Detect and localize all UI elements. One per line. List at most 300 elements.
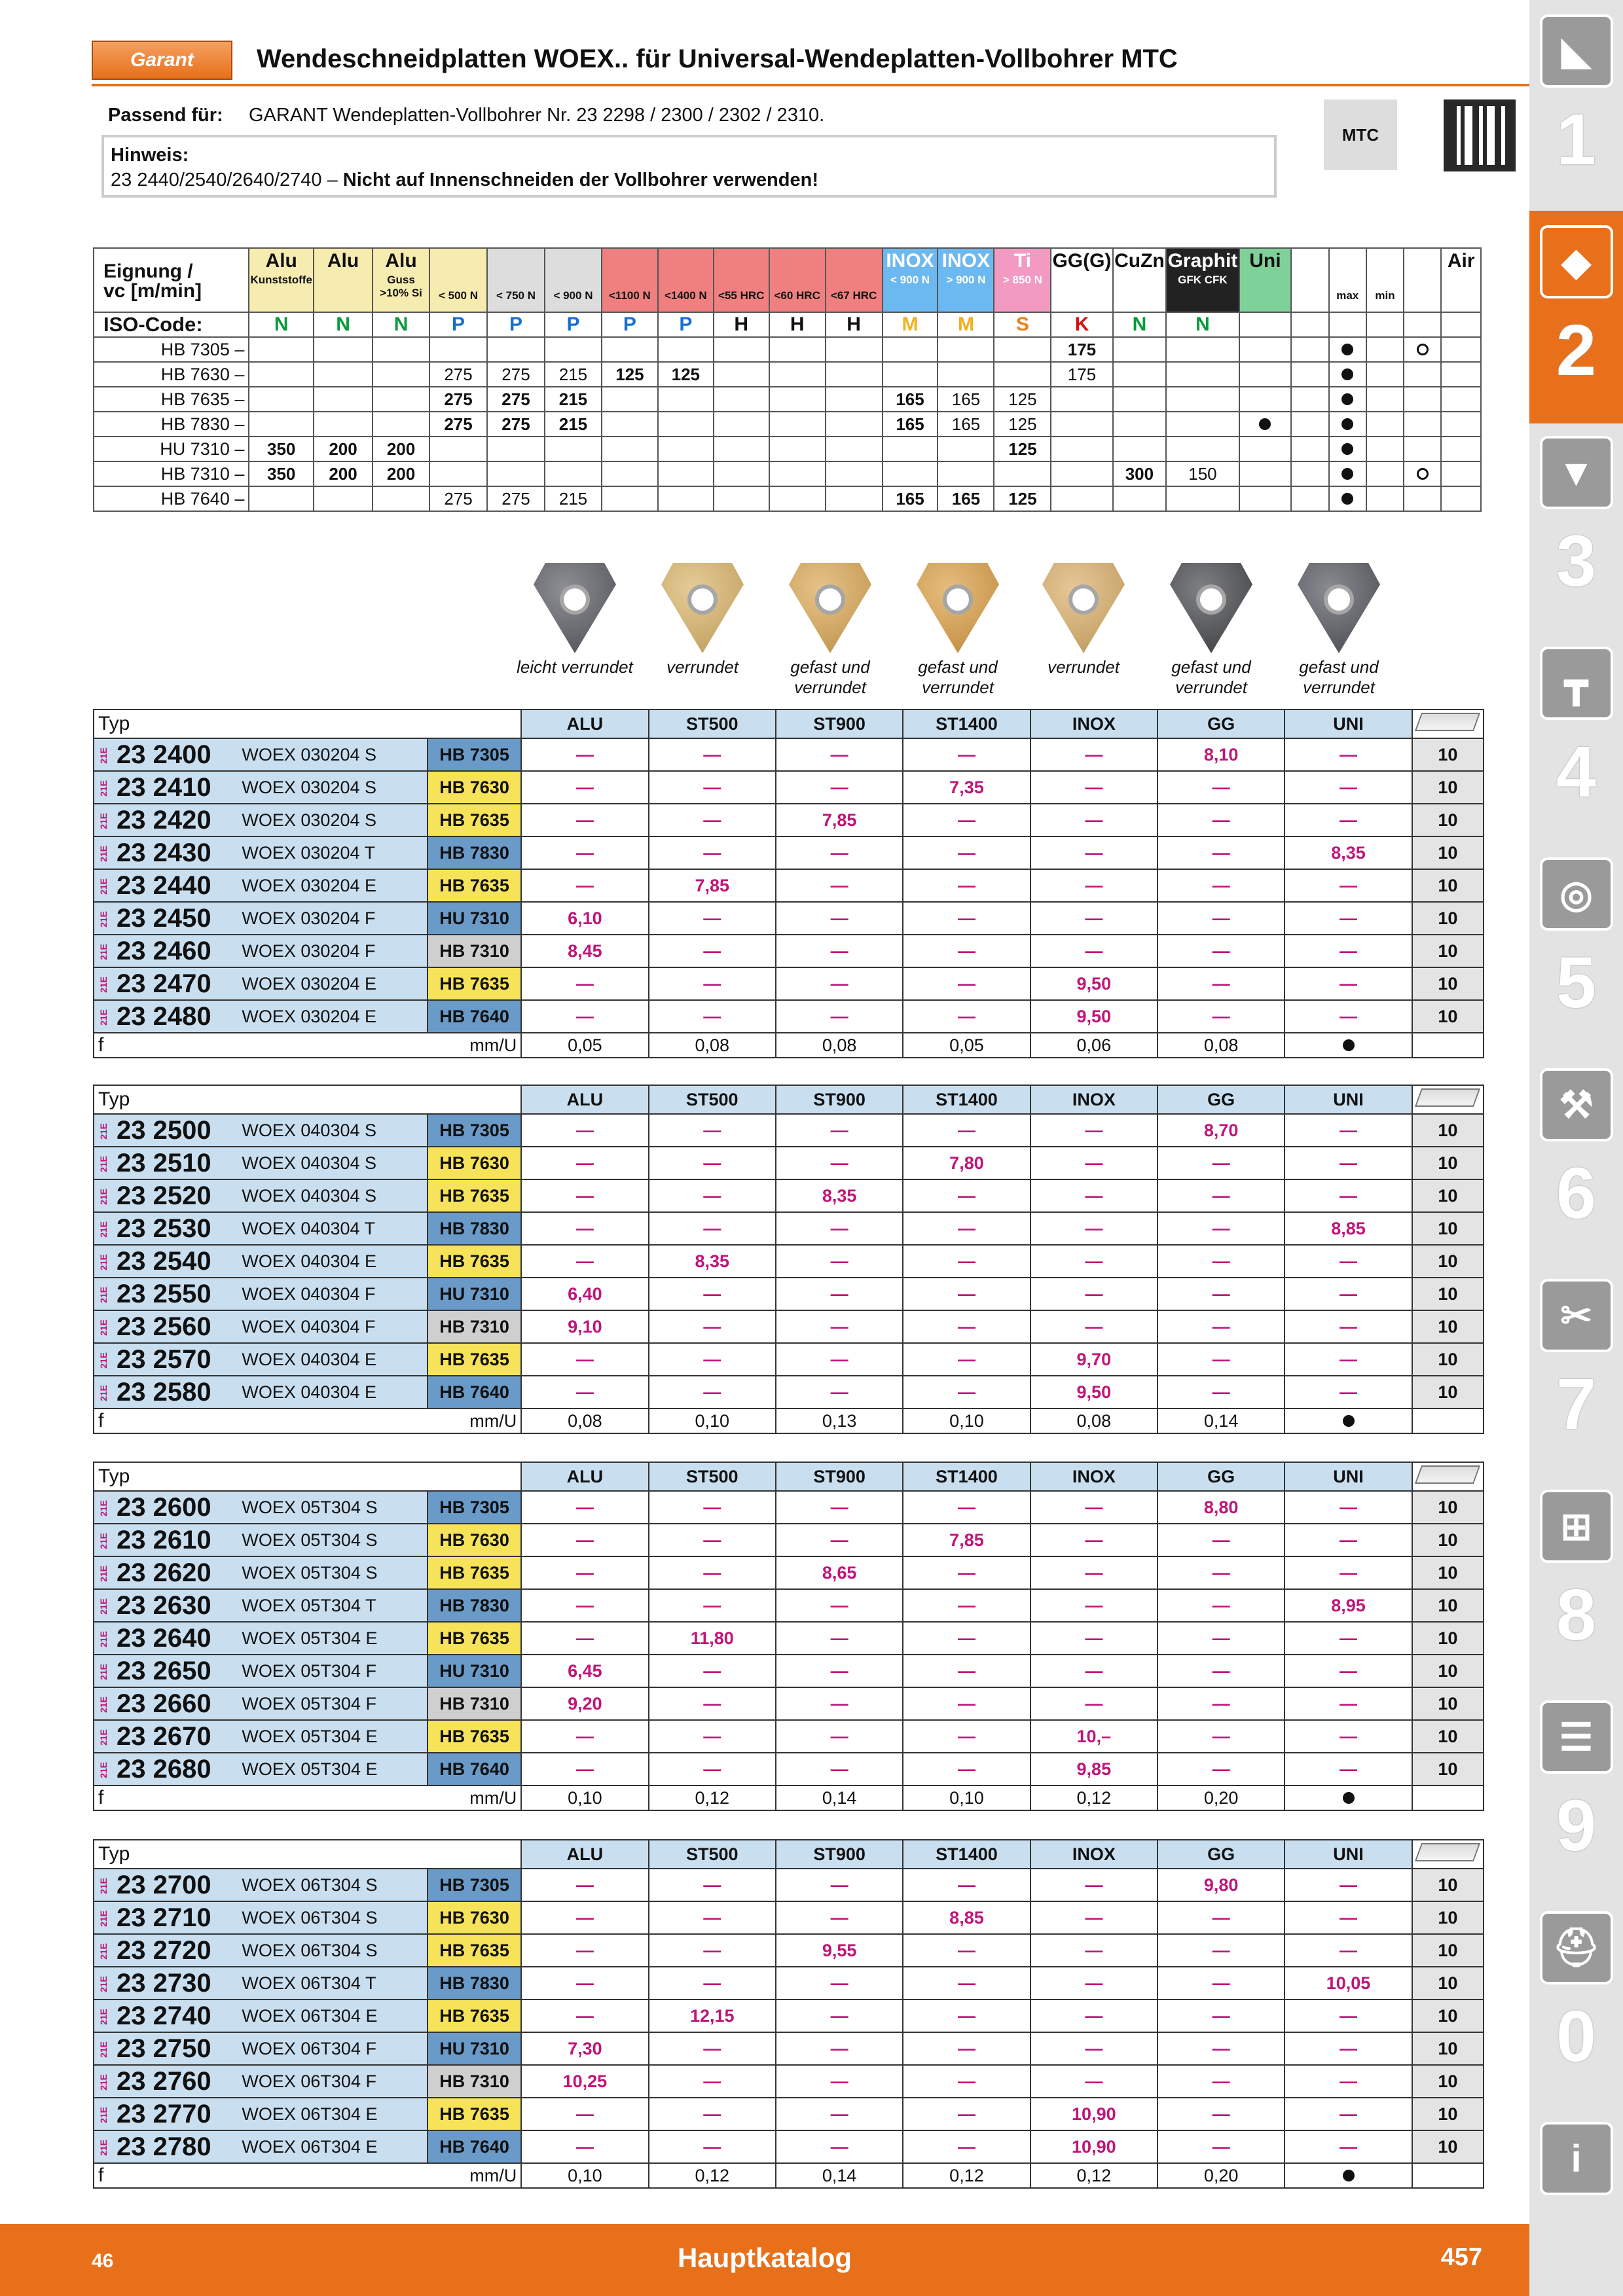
grade-badge: HB 7830 [428, 1212, 521, 1245]
cutting-speed-cell: 125 [994, 486, 1051, 511]
product-row[interactable] [94, 1114, 1484, 1147]
insert-designation: WOEX 05T304 F [232, 1687, 428, 1720]
cutting-speed-cell [883, 437, 938, 461]
article-number[interactable] [94, 1491, 232, 1524]
article-tag: 21E [98, 977, 109, 994]
material-spec: > 900 N [946, 274, 986, 286]
grade-badge: HB 7635 [428, 1622, 521, 1655]
price-cell: — [903, 2000, 1030, 2032]
product-row[interactable] [94, 1524, 1484, 1556]
price-cell: — [903, 1556, 1030, 1589]
price-cell: — [1030, 738, 1158, 771]
feed-value: 0,14 [776, 2163, 903, 2188]
insert-hole [815, 584, 845, 615]
grade-name: HU 7310 – [94, 437, 249, 461]
price-cell: — [903, 1687, 1030, 1720]
insert-shape-icon [1290, 555, 1388, 653]
package-quantity: 10 [1412, 2098, 1484, 2130]
cutting-speed-cell: 200 [314, 437, 373, 461]
price-cell: — [776, 1687, 903, 1720]
cutting-speed-cell: 125 [994, 412, 1051, 437]
price-cell: — [776, 1212, 903, 1245]
price-cell: — [521, 1589, 648, 1622]
cutting-speed-cell [938, 362, 994, 387]
application-column-header: UNI [1285, 1840, 1412, 1869]
insert-designation: WOEX 030204 S [232, 738, 428, 771]
article-number-text: 23 2750 [117, 2034, 211, 2063]
product-row[interactable] [94, 1000, 1484, 1033]
article-number[interactable] [94, 2065, 232, 2098]
price-cell: — [521, 1524, 648, 1556]
application-column-header: INOX [1030, 1462, 1158, 1491]
cutting-speed-cell [314, 387, 373, 412]
product-row[interactable] [94, 2065, 1484, 2098]
price-cell: — [903, 902, 1030, 935]
chapter-tab-9[interactable] [1529, 1686, 1623, 1899]
price-cell: — [649, 1278, 776, 1310]
insert-designation: WOEX 040304 F [232, 1278, 428, 1310]
article-number[interactable] [94, 1901, 232, 1934]
insert-shape-icon [1034, 555, 1133, 653]
application-column-header: GG [1158, 1462, 1285, 1491]
price-cell: — [776, 2032, 903, 2065]
price-cell: — [1030, 1622, 1158, 1655]
package-quantity: 10 [1412, 1376, 1484, 1408]
feed-unit: mm/U [428, 2163, 521, 2188]
chapter-tab-4[interactable] [1529, 632, 1623, 845]
feed-value: 0,10 [903, 1785, 1030, 1810]
price-cell: 9,50 [1030, 1376, 1158, 1408]
price-cell: — [1030, 1901, 1158, 1934]
price-cell: — [776, 1869, 903, 1901]
article-number[interactable] [94, 1622, 232, 1655]
feed-value: 0,10 [903, 1408, 1030, 1433]
insert-designation: WOEX 040304 T [232, 1212, 428, 1245]
article-number[interactable] [94, 1967, 232, 2000]
chapter-tab-1[interactable] [1529, 0, 1623, 213]
cutting-speed-cell: 300 [1113, 461, 1167, 486]
cutting-speed-cell: 275 [429, 362, 487, 387]
article-number[interactable] [94, 1114, 232, 1147]
cutting-speed-cell [602, 412, 658, 437]
article-number[interactable] [94, 2098, 232, 2130]
price-cell: 6,40 [521, 1278, 648, 1310]
feed-value: 0,12 [649, 1785, 776, 1810]
application-column-header: INOX [1030, 1840, 1158, 1869]
package-quantity: 10 [1412, 1901, 1484, 1934]
chapter-tab-7[interactable] [1529, 1265, 1623, 1477]
cutting-speed-cell [373, 412, 429, 437]
chapter-tab-6[interactable] [1529, 1054, 1623, 1266]
application-column-header: ST900 [776, 709, 903, 738]
price-cell: — [776, 1655, 903, 1687]
article-number[interactable] [94, 869, 232, 902]
article-number[interactable] [94, 2032, 232, 2065]
material-spec: min [1375, 289, 1395, 302]
chapter-tab-5[interactable] [1529, 843, 1623, 1056]
price-cell: — [1285, 2000, 1412, 2032]
price-cell: — [649, 1901, 776, 1934]
price-cell: — [1285, 1901, 1412, 1934]
article-number[interactable] [94, 2000, 232, 2032]
chuck-icon: ▼ [1540, 436, 1613, 509]
price-cell: — [1285, 2065, 1412, 2098]
cutting-speed-cell [429, 337, 487, 362]
price-cell: — [1030, 2000, 1158, 2032]
insert-designation: WOEX 030204 E [232, 869, 428, 902]
product-row[interactable] [94, 1720, 1484, 1753]
article-number[interactable] [94, 1212, 232, 1245]
package-quantity: 10 [1412, 1524, 1484, 1556]
product-row[interactable] [94, 869, 1484, 902]
package-quantity: 10 [1412, 1687, 1484, 1720]
price-cell: — [776, 2065, 903, 2098]
price-cell: — [776, 738, 903, 771]
iso-code: N [1166, 312, 1239, 337]
fit-line [108, 105, 824, 126]
product-row[interactable] [94, 1376, 1484, 1408]
insert-designation: WOEX 06T304 T [232, 1967, 428, 2000]
iso-code: P [429, 312, 487, 337]
cutting-speed-cell [883, 461, 938, 486]
article-number[interactable] [94, 1000, 232, 1033]
article-number[interactable] [94, 1179, 232, 1212]
price-cell: — [776, 902, 903, 935]
chapter-tab-2[interactable] [1529, 211, 1623, 423]
price-cell: — [649, 836, 776, 869]
cutting-speed-cell: 175 [1051, 337, 1112, 362]
article-number[interactable] [94, 1687, 232, 1720]
price-cell: — [649, 1114, 776, 1147]
cutting-speed-cell [769, 486, 826, 511]
price-cell: — [903, 2130, 1030, 2163]
product-row[interactable] [94, 1343, 1484, 1376]
price-cell: — [521, 1114, 648, 1147]
price-cell: — [1158, 2032, 1285, 2065]
product-row[interactable] [94, 1179, 1484, 1212]
product-row[interactable] [94, 1753, 1484, 1785]
cutting-speed-cell [1239, 486, 1292, 511]
article-number[interactable] [94, 1278, 232, 1310]
product-row[interactable] [94, 2000, 1484, 2032]
price-cell: — [521, 1343, 648, 1376]
insert-designation: WOEX 06T304 S [232, 1934, 428, 1967]
price-cell: — [1285, 967, 1412, 1000]
article-number[interactable] [94, 771, 232, 804]
chapter-number: 1 [1556, 99, 1597, 180]
material-group-header [1166, 248, 1239, 312]
application-column-header: ST900 [776, 1462, 903, 1491]
feed-unit: mm/U [428, 1785, 521, 1810]
package-quantity: 10 [1412, 1310, 1484, 1343]
product-row[interactable] [94, 967, 1484, 1000]
product-row[interactable] [94, 1622, 1484, 1655]
insert-designation: WOEX 06T304 S [232, 1901, 428, 1934]
feed-uni-cell [1285, 1033, 1412, 1058]
qr-code[interactable] [1444, 99, 1516, 171]
price-cell: — [1285, 804, 1412, 836]
feed-value: 0,14 [776, 1785, 903, 1810]
insert-image [771, 555, 889, 698]
price-cell: — [1030, 1869, 1158, 1901]
grade-badge: HU 7310 [428, 1655, 521, 1687]
iso-code: N [249, 312, 314, 337]
price-cell: — [521, 836, 648, 869]
feed-label: f [94, 1785, 232, 1810]
cutting-speed-cell: 215 [545, 387, 602, 412]
material-group-header [1051, 248, 1112, 312]
application-column-header: ST500 [649, 709, 776, 738]
cutting-speed-cell [658, 437, 714, 461]
material-group-header [373, 248, 429, 312]
cutting-speed-cell [714, 486, 769, 511]
product-row[interactable] [94, 1901, 1484, 1934]
product-row[interactable] [94, 836, 1484, 869]
insert-shape-icon [1162, 555, 1260, 653]
product-row[interactable] [94, 2098, 1484, 2130]
article-number[interactable] [94, 738, 232, 771]
cutting-speed-cell [769, 387, 826, 412]
cutting-speed-cell [1366, 412, 1404, 437]
product-row[interactable] [94, 1491, 1484, 1524]
footer-left-number: 46 [92, 2250, 114, 2272]
article-number[interactable] [94, 804, 232, 836]
chapter-tab-0[interactable] [1529, 1897, 1623, 2109]
price-cell: — [649, 902, 776, 935]
cutting-speed-cell [883, 362, 938, 387]
product-row[interactable] [94, 1245, 1484, 1278]
feed-value: 0,14 [1158, 1408, 1285, 1433]
grade-badge: HB 7635 [428, 2098, 521, 2130]
product-row[interactable] [94, 738, 1484, 771]
suitable-dot-icon [1341, 493, 1353, 505]
product-row[interactable] [94, 1212, 1484, 1245]
price-cell: 9,10 [521, 1310, 648, 1343]
type-header: Typ [94, 1840, 521, 1869]
price-cell: 6,10 [521, 902, 648, 935]
cutting-speed-cell [826, 362, 883, 387]
cutting-speed-cell [826, 461, 883, 486]
package-box-icon [1415, 713, 1480, 731]
article-tag: 21E [98, 1664, 109, 1681]
price-cell: — [776, 1720, 903, 1753]
cutting-speed-cell [1404, 387, 1441, 412]
cutting-speed-cell [1291, 387, 1328, 412]
cutting-speed-cell [1113, 437, 1167, 461]
article-number[interactable] [94, 1310, 232, 1343]
product-row[interactable] [94, 935, 1484, 967]
insert-image [899, 555, 1017, 698]
product-row[interactable] [94, 771, 1484, 804]
suitable-dot-icon [1341, 344, 1353, 355]
article-number-text: 23 2520 [117, 1181, 211, 1210]
cutting-speed-cell [1166, 362, 1239, 387]
fit-label: Passend für: [108, 105, 223, 126]
price-cell: — [521, 1556, 648, 1589]
article-tag: 21E [98, 1533, 109, 1550]
price-cell: 8,65 [776, 1556, 903, 1589]
conditional-ring-icon [1417, 344, 1429, 355]
article-number[interactable] [94, 1376, 232, 1408]
cutting-speed-cell [1329, 387, 1366, 412]
article-tag: 21E [98, 2041, 109, 2058]
cutting-speed-cell [487, 461, 545, 486]
price-cell: — [1158, 1687, 1285, 1720]
article-number-text: 23 2410 [117, 772, 211, 802]
cutting-speed-cell [1404, 486, 1441, 511]
article-number[interactable] [94, 1556, 232, 1589]
price-cell: — [1030, 869, 1158, 902]
price-cell: — [776, 2000, 903, 2032]
cutting-speed-cell [1113, 362, 1167, 387]
product-row[interactable] [94, 1687, 1484, 1720]
article-number[interactable] [94, 1720, 232, 1753]
price-cell: 10,– [1030, 1720, 1158, 1753]
header-rule [92, 84, 1532, 86]
price-cell: — [521, 2098, 648, 2130]
cutting-speed-cell [1239, 437, 1292, 461]
package-quantity: 10 [1412, 1967, 1484, 2000]
cutting-speed-cell: 215 [545, 362, 602, 387]
article-number[interactable] [94, 902, 232, 935]
fit-text: GARANT Wendeplatten-Vollbohrer Nr. 23 2298 / 2300 / 2302 / 2310. [249, 105, 825, 126]
cutting-speed-cell [1239, 461, 1292, 486]
price-cell: 7,85 [776, 804, 903, 836]
cutting-speed-cell [602, 387, 658, 412]
price-cell: 7,85 [649, 869, 776, 902]
feed-row [94, 1785, 1484, 1810]
article-number-text: 23 2470 [117, 969, 211, 998]
cutting-speed-cell [1239, 362, 1292, 387]
article-number[interactable] [94, 1589, 232, 1622]
article-number[interactable] [94, 1934, 232, 1967]
product-row[interactable] [94, 1869, 1484, 1901]
cutting-speed-cell: 275 [429, 412, 487, 437]
product-row[interactable] [94, 804, 1484, 836]
price-cell: — [649, 1655, 776, 1687]
article-number[interactable] [94, 1753, 232, 1785]
package-quantity-header [1412, 1462, 1484, 1491]
product-row[interactable] [94, 1655, 1484, 1687]
material-group-header [1329, 248, 1366, 312]
wrench-icon: ⚒ [1540, 1068, 1613, 1141]
article-number[interactable] [94, 967, 232, 1000]
article-number[interactable] [94, 1343, 232, 1376]
material-name: INOX [886, 250, 934, 272]
chapter-tab-3[interactable] [1529, 422, 1623, 634]
article-tag: 21E [98, 1352, 109, 1369]
page-title: Wendeschneidplatten WOEX.. für Universal-Wendeplatten-Vollbohrer MTC [257, 45, 1178, 73]
cutting-speed-cell [1366, 437, 1404, 461]
price-cell: 9,55 [776, 1934, 903, 1967]
cutting-speed-cell [883, 337, 938, 362]
article-number[interactable] [94, 1147, 232, 1179]
grade-badge: HB 7305 [428, 1114, 521, 1147]
price-cell: — [649, 1753, 776, 1785]
product-table [93, 1462, 1484, 1811]
insert-edge-label: verrundet [666, 657, 739, 677]
insert-designation: WOEX 030204 S [232, 804, 428, 836]
iso-code-row [94, 312, 1481, 337]
grade-badge: HB 7635 [428, 1720, 521, 1753]
cutting-speed-cell [826, 412, 883, 437]
product-row[interactable] [94, 2130, 1484, 2163]
article-number-text: 23 2580 [117, 1377, 211, 1407]
article-number[interactable] [94, 1245, 232, 1278]
grade-badge: HU 7310 [428, 1278, 521, 1310]
article-tag: 21E [98, 878, 109, 895]
price-cell: — [903, 1753, 1030, 1785]
price-cell: — [1158, 1000, 1285, 1033]
article-number[interactable] [94, 1869, 232, 1901]
article-number-text: 23 2430 [117, 838, 211, 867]
chapter-number: 0 [1556, 1996, 1597, 2077]
hint-label: Hinweis: [111, 145, 189, 166]
cutting-speed-cell [769, 437, 826, 461]
product-row[interactable] [94, 1556, 1484, 1589]
product-row[interactable] [94, 2032, 1484, 2065]
suitable-dot-icon [1341, 393, 1353, 405]
price-cell: — [776, 1901, 903, 1934]
product-row[interactable] [94, 902, 1484, 935]
price-cell: — [776, 1491, 903, 1524]
article-number[interactable] [94, 1655, 232, 1687]
material-name: INOX [941, 250, 991, 272]
cutting-speed-cell [314, 362, 373, 387]
grade-badge: HB 7630 [428, 771, 521, 804]
article-tag: 21E [98, 1976, 109, 1993]
article-number[interactable] [94, 836, 232, 869]
product-row[interactable] [94, 1967, 1484, 2000]
price-cell: — [1285, 1245, 1412, 1278]
cutting-speed-cell [1441, 437, 1481, 461]
price-cell: 9,80 [1158, 1869, 1285, 1901]
price-cell: — [521, 1245, 648, 1278]
feed-spacer [232, 1408, 428, 1433]
cutting-speed-cell: 165 [938, 387, 994, 412]
article-tag: 21E [98, 1729, 109, 1746]
product-row[interactable] [94, 1147, 1484, 1179]
price-cell: — [1158, 1967, 1285, 2000]
price-cell: — [776, 1147, 903, 1179]
feed-row [94, 2163, 1484, 2188]
iso-code: N [373, 312, 429, 337]
chapter-tab-8[interactable] [1529, 1475, 1623, 1688]
material-name: GG(G) [1052, 250, 1112, 272]
insert-designation: WOEX 05T304 F [232, 1655, 428, 1687]
article-number[interactable] [94, 1524, 232, 1556]
product-row[interactable] [94, 1310, 1484, 1343]
iso-code [1404, 312, 1441, 337]
price-cell: 7,80 [903, 1147, 1030, 1179]
package-quantity: 10 [1412, 1655, 1484, 1687]
chapter-tab-info[interactable] [1529, 2108, 1623, 2296]
product-header-row [94, 1840, 1484, 1869]
product-row[interactable] [94, 1589, 1484, 1622]
price-cell: — [903, 1869, 1030, 1901]
price-cell: — [1285, 1524, 1412, 1556]
product-row[interactable] [94, 1278, 1484, 1310]
price-cell: — [1285, 738, 1412, 771]
cutting-speed-cell [1329, 437, 1366, 461]
cutting-speed-cell [1166, 486, 1239, 511]
insert-shape-icon [781, 555, 879, 653]
grade-name: HB 7830 – [94, 412, 249, 437]
article-number[interactable] [94, 2130, 232, 2163]
suitability-label [94, 248, 249, 312]
product-row[interactable] [94, 1934, 1484, 1967]
article-number[interactable] [94, 935, 232, 967]
